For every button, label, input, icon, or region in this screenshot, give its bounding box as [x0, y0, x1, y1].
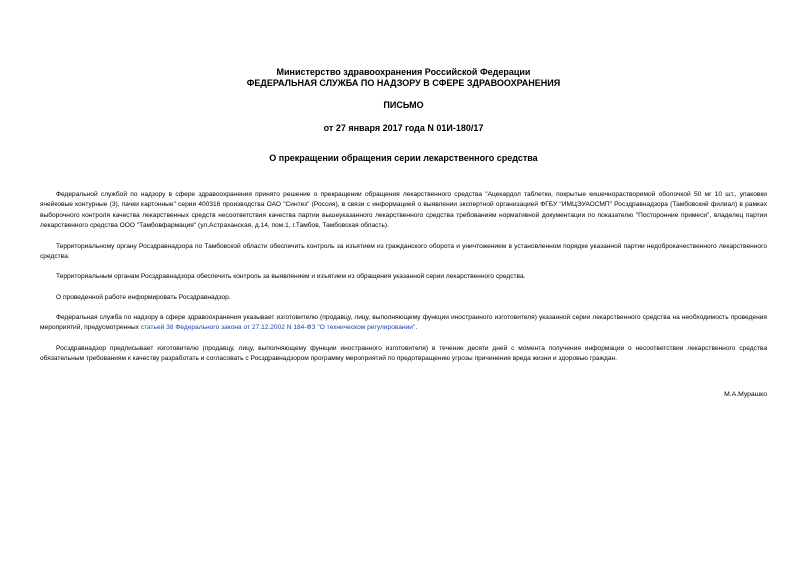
document-subject: О прекращении обращения серии лекарственного средства	[269, 153, 538, 163]
document-type: ПИСЬМО	[383, 100, 424, 110]
signature-name: М.А.Мурашко	[724, 391, 767, 398]
ministry-name: Министерство здравоохранения Российской Федерации	[276, 67, 531, 77]
paragraph-prescription: Росздравнадзор предписывает изготовителю (продавцу, лицу, выполняющему функции иностранного изготовителя) в течение десяти дней с момента получения информации о несоответствии лекарственного средства обязательным требованиям к качеству разработать и согласовать с Росздравнадзором программу мероприятий по предотвращению угрозы причинения вреда жизни и здоровью граждан.	[40, 344, 767, 363]
paragraph-decision: Федеральной службой по надзору в сфере здравоохранения принято решение о прекращении обращения лекарственного средства "Ацекардол таблетки, покрытые кишечнорастворимой оболочкой 50 мг 10 шт., упаковки ячейковые контурные (3), пачки картонные" серии 400316 производства ОАО "Синтез" (Россия), в связи с информацией о выявлении экспертной организацией ФГБУ "ИМЦЭУАОСМП" Росздравнадзора (Тамбовский филиал) в рамках выборочного контроля качества лекарственных средств несоответствия качества партии вышеуказанного лекарственного средства требованиям нормативной документации по показателю "Посторонние примеси", владелец партии лекарственного средства ООО "Тамбовфармация" (ул.Астраханская, д.14, пом.1, г.Тамбов, Тамбовская область).	[40, 190, 767, 230]
paragraph-manufacturer-text: Федеральная служба по надзору в сфере здравоохранения указывает изготовителю (продавцу, лицу, выполняющему функции иностранного изготовителя) указанной серии лекарственного средства на необходимость проведения мероприятий, предусмотренных	[40, 313, 767, 332]
paragraph-manufacturer-end: .	[415, 324, 418, 332]
paragraph-report: О проведенной работе информировать Росздравнадзор.	[56, 293, 231, 301]
law-article-link[interactable]: статьей 38 Федерального закона от 27.12.2002 N 184-ФЗ "О техническом регулировании"	[140, 324, 416, 332]
paragraph-manufacturer-measures	[40, 313, 767, 334]
service-name: ФЕДЕРАЛЬНАЯ СЛУЖБА ПО НАДЗОРУ В СФЕРЕ ЗДРАВООХРАНЕНИЯ	[246, 78, 561, 88]
document-date-number: от 27 января 2017 года N 01И-180/17	[323, 123, 484, 133]
paragraph-territorial-control: Территориальным органам Росздравнадзора обеспечить контроль за выявлением и изъятием из обращения указанной серии лекарственного средства.	[56, 272, 526, 280]
paragraph-tambov-control: Территориальному органу Росздравнадзора по Тамбовской области обеспечить контроль за изъятием из гражданского оборота и уничтожением в установленном порядке указанной партии недоброкачественного лекарственного средства.	[40, 242, 767, 261]
